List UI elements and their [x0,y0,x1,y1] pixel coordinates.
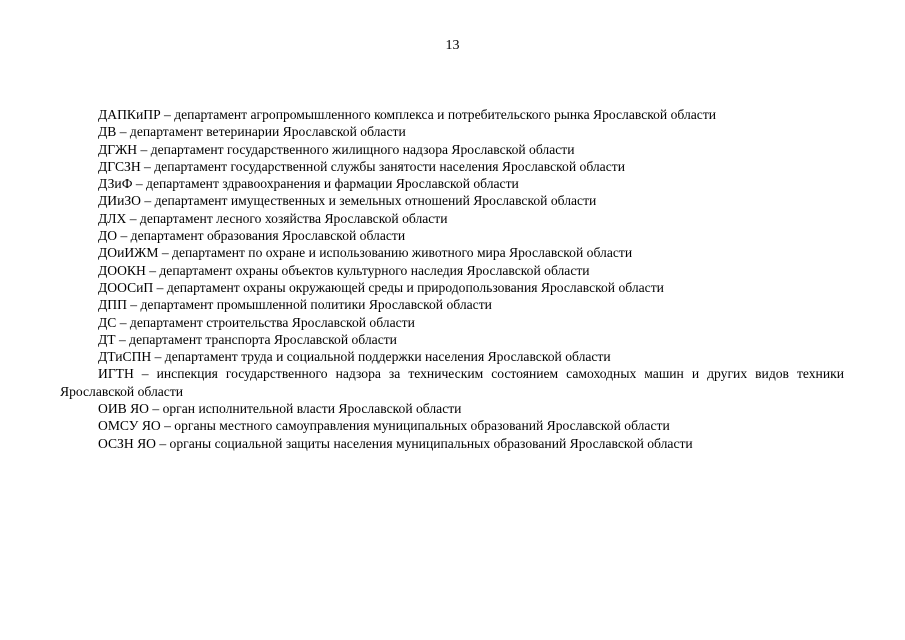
abbreviation-entry-dzif: ДЗиФ – департамент здравоохранения и фармации Ярославской области [98,176,519,192]
abbreviation-entry-ds: ДС – департамент строительства Ярославской области [98,314,415,330]
abbreviation-entry-dtispn: ДТиСПН – департамент труда и социальной поддержки населения Ярославской области [98,349,611,365]
abbreviation-list [60,106,844,452]
abbreviation-entry-dgzhn: ДГЖН – департамент государственного жилищного надзора Ярославской области [98,141,575,157]
abbreviation-entry-dt: ДТ – департамент транспорта Ярославской области [98,331,397,347]
abbreviation-entry-dapkipr: ДАПКиПР – департамент агропромышленного комплекса и потребительского рынка Ярославской области [98,107,717,122]
abbreviation-entry-diizo: ДИиЗО – департамент имущественных и земельных отношений Ярославской области [98,193,597,209]
abbreviation-entry-doiizhm: ДОиИЖМ – департамент по охране и использованию животного мира Ярославской области [98,245,633,261]
abbreviation-entry-do: ДО – департамент образования Ярославской области [98,228,406,244]
page-number: 13 [445,38,460,53]
abbreviation-entry-dookn: ДООКН – департамент охраны объектов культурного наследия Ярославской области [98,262,590,278]
abbreviation-entry-dgszn: ДГСЗН – департамент государственной службы занятости населения Ярославской области [98,158,625,174]
abbreviation-entry-dpp: ДПП – департамент промышленной политики Ярославской области [98,297,492,313]
abbreviation-entry-dv: ДВ – департамент ветеринарии Ярославской области [98,124,406,140]
abbreviation-entry-dlh: ДЛХ – департамент лесного хозяйства Ярославской области [98,210,448,226]
abbreviation-entry-oszn-yao: ОСЗН ЯО – органы социальной защиты населения муниципальных образований Ярославской области [98,435,693,451]
abbreviation-entry-doosip: ДООСиП – департамент охраны окружающей среды и природопользования Ярославской области [98,279,664,295]
abbreviation-entry-igtn: ИГТН – инспекция государственного надзора за техническим состоянием самоходных машин и других видов техники Ярославской области [60,366,844,399]
abbreviation-entry-omsu-yao: ОМСУ ЯО – органы местного самоуправления муниципальных образований Ярославской области [98,418,670,434]
abbreviation-entry-oiv-yao: ОИВ ЯО – орган исполнительной власти Ярославской области [98,401,462,417]
